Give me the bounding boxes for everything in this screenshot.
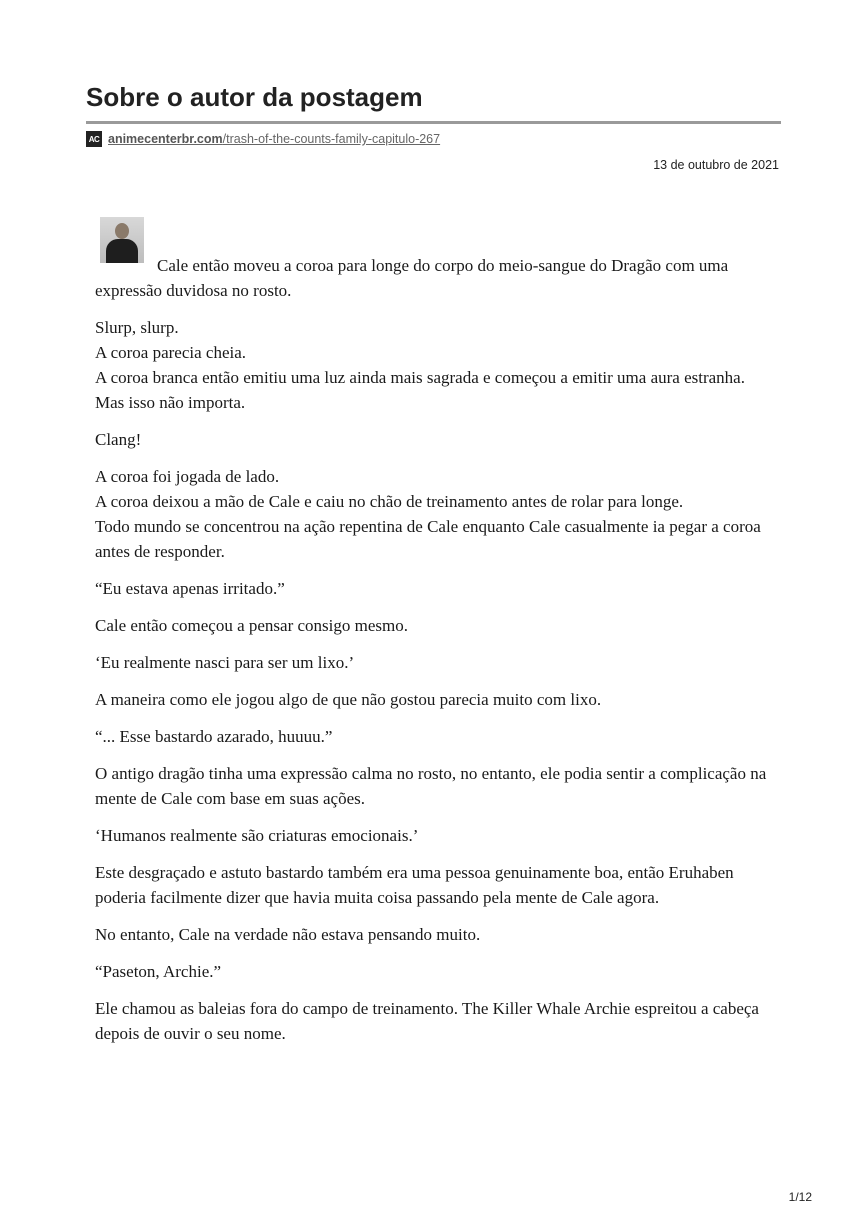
paragraph-line: Cale então moveu a coroa para longe do corpo do meio-sangue do Dragão com uma expressão duvidosa no rosto. — [95, 256, 729, 300]
post-date: 13 de outubro de 2021 — [653, 158, 779, 172]
page-title: Sobre o autor da postagem — [86, 82, 423, 112]
article-paragraph — [95, 613, 785, 638]
paragraph-line: A coroa deixou a mão de Cale e caiu no chão de treinamento antes de rolar para longe. — [95, 492, 684, 511]
paragraph-line: A maneira como ele jogou algo de que não gostou parecia muito com lixo. — [95, 690, 602, 709]
paragraph-line: A coroa parecia cheia. — [95, 343, 247, 362]
paragraph-line: O antigo dragão tinha uma expressão calma no rosto, no entanto, ele podia sentir a complicação na mente de Cale com base em suas ações. — [95, 764, 767, 808]
source-domain: animecenterbr.com — [108, 132, 223, 146]
paragraph-line: “... Esse bastardo azarado, huuuu.” — [95, 727, 333, 746]
paragraph-line: No entanto, Cale na verdade não estava pensando muito. — [95, 925, 481, 944]
article-paragraph — [95, 687, 785, 712]
paragraph-line: “Eu estava apenas irritado.” — [95, 579, 285, 598]
paragraph-line: ‘Eu realmente nasci para ser um lixo.’ — [95, 653, 355, 672]
article-body — [95, 253, 785, 1058]
article-paragraph — [95, 922, 785, 947]
article-paragraph — [95, 253, 785, 303]
paragraph-line: Ele chamou as baleias fora do campo de treinamento. The Killer Whale Archie espreitou a cabeça depois de ouvir o seu nome. — [95, 999, 759, 1043]
article-paragraph — [95, 650, 785, 675]
source-row — [86, 130, 440, 148]
article-paragraph — [95, 427, 785, 452]
paragraph-line: Mas isso não importa. — [95, 393, 246, 412]
article-paragraph — [95, 576, 785, 601]
article-paragraph — [95, 823, 785, 848]
paragraph-line: ‘Humanos realmente são criaturas emocionais.’ — [95, 826, 419, 845]
paragraph-line: Cale então começou a pensar consigo mesmo. — [95, 616, 408, 635]
source-path: /trash-of-the-counts-family-capitulo-267 — [222, 132, 441, 146]
article-paragraph — [95, 860, 785, 910]
paragraph-line: Clang! — [95, 430, 142, 449]
article-paragraph — [95, 996, 785, 1046]
article-paragraph — [95, 464, 785, 564]
article-paragraph — [95, 724, 785, 749]
article-paragraph — [95, 315, 785, 415]
paragraph-line: Este desgraçado e astuto bastardo também era uma pessoa genuinamente boa, então Eruhaben poderia facilmente dizer que havia muita coisa passando pela mente de Cale agora. — [95, 863, 734, 907]
paragraph-line: “Paseton, Archie.” — [95, 962, 222, 981]
article-paragraph — [95, 761, 785, 811]
article-paragraph — [95, 959, 785, 984]
source-link[interactable] — [108, 132, 440, 146]
page-number: 1/12 — [788, 1190, 812, 1204]
paragraph-line: Todo mundo se concentrou na ação repentina de Cale enquanto Cale casualmente ia pegar a coroa antes de responder. — [95, 517, 761, 561]
paragraph-line: A coroa branca então emitiu uma luz ainda mais sagrada e começou a emitir uma aura estranha. — [95, 368, 745, 387]
paragraph-line: Slurp, slurp. — [95, 318, 179, 337]
site-favicon-icon: AC — [86, 131, 102, 147]
title-divider — [86, 121, 781, 124]
paragraph-line: A coroa foi jogada de lado. — [95, 467, 280, 486]
